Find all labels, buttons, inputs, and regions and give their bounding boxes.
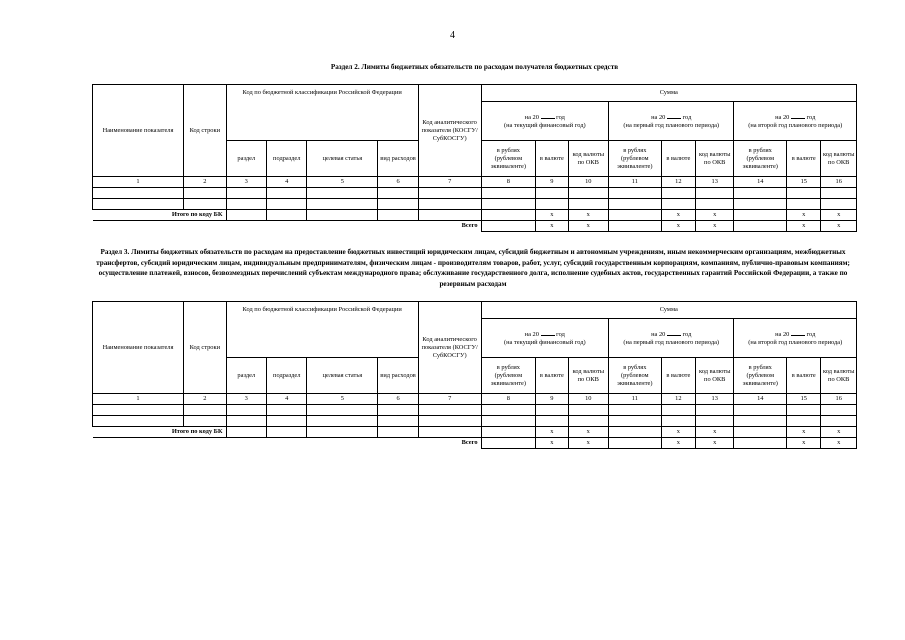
column-number: 2 <box>184 177 226 188</box>
cell[interactable] <box>734 416 787 427</box>
section-2-title: Раздел 2. Лимиты бюджетных обязательств по расходам получателя бюджетных средств <box>330 63 619 71</box>
table-row <box>93 416 857 427</box>
column-number-row <box>93 394 857 405</box>
column-number: 11 <box>609 177 662 188</box>
cell[interactable] <box>307 210 378 221</box>
x-mark: x <box>696 427 734 438</box>
x-mark: x <box>661 438 695 449</box>
cell[interactable] <box>536 199 568 210</box>
x-mark: x <box>661 427 695 438</box>
column-number: 15 <box>787 394 821 405</box>
header-curr: в валюте <box>787 141 821 177</box>
cell[interactable] <box>93 188 184 199</box>
x-mark: x <box>696 438 734 449</box>
cell[interactable] <box>378 427 418 438</box>
cell[interactable] <box>378 416 418 427</box>
column-number: 9 <box>536 394 568 405</box>
cell[interactable] <box>696 416 734 427</box>
cell[interactable] <box>226 199 266 210</box>
cell[interactable] <box>536 188 568 199</box>
column-number: 6 <box>378 177 418 188</box>
x-mark: x <box>536 438 568 449</box>
column-number: 5 <box>307 177 378 188</box>
x-mark: x <box>787 438 821 449</box>
column-number: 14 <box>734 177 787 188</box>
x-mark: x <box>821 221 857 232</box>
cell[interactable] <box>93 199 184 210</box>
header-rub: в рублях (рублевом эквиваленте) <box>481 358 536 394</box>
x-mark: x <box>536 427 568 438</box>
cell[interactable] <box>821 405 857 416</box>
cell[interactable] <box>93 405 184 416</box>
x-mark: x <box>696 221 734 232</box>
table-row <box>93 188 857 199</box>
cell[interactable] <box>734 210 787 221</box>
column-number: 16 <box>821 177 857 188</box>
cell[interactable] <box>787 416 821 427</box>
column-number: 5 <box>307 394 378 405</box>
header-okv: код валюты по ОКВ <box>696 358 734 394</box>
cell[interactable] <box>568 188 608 199</box>
header-name: Наименование показателя <box>93 85 184 177</box>
column-number: 8 <box>481 177 536 188</box>
header-okv: код валюты по ОКВ <box>568 141 608 177</box>
cell[interactable] <box>184 188 226 199</box>
column-number: 9 <box>536 177 568 188</box>
column-number: 16 <box>821 394 857 405</box>
cell[interactable] <box>661 416 695 427</box>
header-analytic: Код аналитического показателя (КОСГУ/ СубКОСГУ) <box>418 85 481 177</box>
column-number: 12 <box>661 394 695 405</box>
column-number: 8 <box>481 394 536 405</box>
cell[interactable] <box>93 416 184 427</box>
cell[interactable] <box>418 405 481 416</box>
cell[interactable] <box>696 405 734 416</box>
cell[interactable] <box>734 405 787 416</box>
cell[interactable] <box>787 405 821 416</box>
header-exp-type: вид расходов <box>378 141 418 177</box>
x-mark: x <box>661 221 695 232</box>
cell[interactable] <box>226 416 266 427</box>
cell[interactable] <box>418 416 481 427</box>
column-number: 7 <box>418 394 481 405</box>
cell[interactable] <box>267 427 307 438</box>
header-code: Код строки <box>184 85 226 177</box>
x-mark: x <box>661 210 695 221</box>
cell[interactable] <box>787 188 821 199</box>
header-rub: в рублях (рублевом эквиваленте) <box>734 141 787 177</box>
cell[interactable] <box>307 188 378 199</box>
x-mark: x <box>787 427 821 438</box>
cell[interactable] <box>226 405 266 416</box>
section-3-title: Раздел 3. Лимиты бюджетных обязательств по расходам на предоставление бюджетных инвестиций юридическим лицам, субсидий бюджетным и автономным учреждениям, иным некоммерческим организациям, межбюджетных трансфертов, субсидий юридическим лицам, индивидуальным предпринимателям, физическим лицам - производителям товаров, работ, услуг, субсидий государственным корпорациям, компаниям, публично-правовым компаниям; осуществление платежей, взносов, безвозмездных перечислений субъектам международного права; обслуживание государственного долга, исполнение судебных актов, государственных гарантий Российской Федерации, а также по резервным расходам <box>96 248 850 288</box>
x-mark: x <box>568 427 608 438</box>
cell[interactable] <box>226 210 266 221</box>
total-bk-label: Итого по коду БК <box>93 427 227 438</box>
cell[interactable] <box>418 427 481 438</box>
header-okv: код валюты по ОКВ <box>696 141 734 177</box>
column-number: 13 <box>696 177 734 188</box>
total-bk-row <box>93 427 857 438</box>
cell[interactable] <box>307 405 378 416</box>
x-mark: x <box>821 427 857 438</box>
header-okv: код валюты по ОКВ <box>821 358 857 394</box>
header-bk-group: Код по бюджетной классификации Российской Федерации <box>226 85 418 141</box>
cell[interactable] <box>418 210 481 221</box>
total-all-row <box>93 438 857 449</box>
total-bk-label: Итого по коду БК <box>93 210 227 221</box>
section-3-table <box>92 301 857 449</box>
column-number: 3 <box>226 394 266 405</box>
cell[interactable] <box>734 438 787 449</box>
header-sum: Сумма <box>481 85 856 102</box>
column-number: 10 <box>568 394 608 405</box>
header-year-3: на 20 год (на второй год планового периода) <box>734 319 857 358</box>
cell[interactable] <box>609 188 662 199</box>
column-number: 7 <box>418 177 481 188</box>
cell[interactable] <box>609 438 662 449</box>
cell[interactable] <box>661 405 695 416</box>
cell[interactable] <box>267 210 307 221</box>
cell[interactable] <box>267 416 307 427</box>
total-bk-row <box>93 210 857 221</box>
header-target: целевая статья <box>307 141 378 177</box>
x-mark: x <box>568 221 608 232</box>
header-subsection: подраздел <box>267 358 307 394</box>
header-okv: код валюты по ОКВ <box>821 141 857 177</box>
cell[interactable] <box>609 427 662 438</box>
cell[interactable] <box>481 438 536 449</box>
column-number: 3 <box>226 177 266 188</box>
column-number: 6 <box>378 394 418 405</box>
cell[interactable] <box>378 188 418 199</box>
header-year-2: на 20 год (на первый год планового периода) <box>609 102 734 141</box>
cell[interactable] <box>481 405 536 416</box>
total-all-label: Всего <box>93 221 482 232</box>
x-mark: x <box>536 210 568 221</box>
header-rub: в рублях (рублевом эквиваленте) <box>609 358 662 394</box>
x-mark: x <box>568 210 608 221</box>
cell[interactable] <box>821 416 857 427</box>
x-mark: x <box>568 438 608 449</box>
cell[interactable] <box>734 427 787 438</box>
header-year-1: на 20 год (на текущий финансовый год) <box>481 102 608 141</box>
cell[interactable] <box>267 199 307 210</box>
cell[interactable] <box>609 221 662 232</box>
cell[interactable] <box>568 405 608 416</box>
header-curr: в валюте <box>661 358 695 394</box>
cell[interactable] <box>821 188 857 199</box>
cell[interactable] <box>734 188 787 199</box>
header-curr: в валюте <box>661 141 695 177</box>
header-rub: в рублях (рублевом эквиваленте) <box>481 141 536 177</box>
cell[interactable] <box>661 188 695 199</box>
header-year-1: на 20 год (на текущий финансовый год) <box>481 319 608 358</box>
x-mark: x <box>536 221 568 232</box>
header-subsection: подраздел <box>267 141 307 177</box>
total-all-row <box>93 221 857 232</box>
cell[interactable] <box>609 210 662 221</box>
x-mark: x <box>787 221 821 232</box>
section-2-table <box>92 84 857 232</box>
cell[interactable] <box>821 199 857 210</box>
header-section: раздел <box>226 358 266 394</box>
cell[interactable] <box>696 188 734 199</box>
column-number: 11 <box>609 394 662 405</box>
cell[interactable] <box>734 199 787 210</box>
header-curr: в валюте <box>787 358 821 394</box>
cell[interactable] <box>481 416 536 427</box>
column-number: 15 <box>787 177 821 188</box>
cell[interactable] <box>536 405 568 416</box>
cell[interactable] <box>609 416 662 427</box>
cell[interactable] <box>378 210 418 221</box>
cell[interactable] <box>307 427 378 438</box>
header-target: целевая статья <box>307 358 378 394</box>
cell[interactable] <box>378 405 418 416</box>
cell[interactable] <box>536 416 568 427</box>
page-number: 4 <box>450 30 455 41</box>
cell[interactable] <box>696 199 734 210</box>
cell[interactable] <box>184 199 226 210</box>
cell[interactable] <box>787 199 821 210</box>
x-mark: x <box>821 438 857 449</box>
x-mark: x <box>696 210 734 221</box>
cell[interactable] <box>226 427 266 438</box>
column-number: 2 <box>184 394 226 405</box>
cell[interactable] <box>609 199 662 210</box>
x-mark: x <box>821 210 857 221</box>
column-number: 4 <box>267 394 307 405</box>
cell[interactable] <box>418 188 481 199</box>
header-year-3: на 20 год (на второй год планового периода) <box>734 102 857 141</box>
column-number: 14 <box>734 394 787 405</box>
cell[interactable] <box>184 405 226 416</box>
cell[interactable] <box>267 405 307 416</box>
cell[interactable] <box>418 199 481 210</box>
header-curr: в валюте <box>536 358 568 394</box>
table-row <box>93 405 857 416</box>
cell[interactable] <box>481 210 536 221</box>
x-mark: x <box>787 210 821 221</box>
cell[interactable] <box>481 199 536 210</box>
column-number: 4 <box>267 177 307 188</box>
cell[interactable] <box>568 199 608 210</box>
header-code: Код строки <box>184 302 226 394</box>
header-rub: в рублях (рублевом эквиваленте) <box>609 141 662 177</box>
cell[interactable] <box>661 199 695 210</box>
cell[interactable] <box>734 221 787 232</box>
header-analytic: Код аналитического показателя (КОСГУ/ СубКОСГУ) <box>418 302 481 394</box>
header-bk-group: Код по бюджетной классификации Российской Федерации <box>226 302 418 358</box>
cell[interactable] <box>307 416 378 427</box>
header-sum: Сумма <box>481 302 856 319</box>
cell[interactable] <box>481 221 536 232</box>
column-number: 12 <box>661 177 695 188</box>
cell[interactable] <box>609 405 662 416</box>
cell[interactable] <box>481 427 536 438</box>
header-name: Наименование показателя <box>93 302 184 394</box>
column-number-row <box>93 177 857 188</box>
header-rub: в рублях (рублевом эквиваленте) <box>734 358 787 394</box>
header-year-2: на 20 год (на первый год планового периода) <box>609 319 734 358</box>
column-number: 1 <box>93 177 184 188</box>
cell[interactable] <box>307 199 378 210</box>
column-number: 1 <box>93 394 184 405</box>
column-number: 13 <box>696 394 734 405</box>
table-row <box>93 199 857 210</box>
cell[interactable] <box>184 416 226 427</box>
header-section: раздел <box>226 141 266 177</box>
cell[interactable] <box>378 199 418 210</box>
cell[interactable] <box>568 416 608 427</box>
cell[interactable] <box>226 188 266 199</box>
cell[interactable] <box>267 188 307 199</box>
cell[interactable] <box>481 188 536 199</box>
header-okv: код валюты по ОКВ <box>568 358 608 394</box>
header-curr: в валюте <box>536 141 568 177</box>
total-all-label: Всего <box>93 438 482 449</box>
header-exp-type: вид расходов <box>378 358 418 394</box>
column-number: 10 <box>568 177 608 188</box>
